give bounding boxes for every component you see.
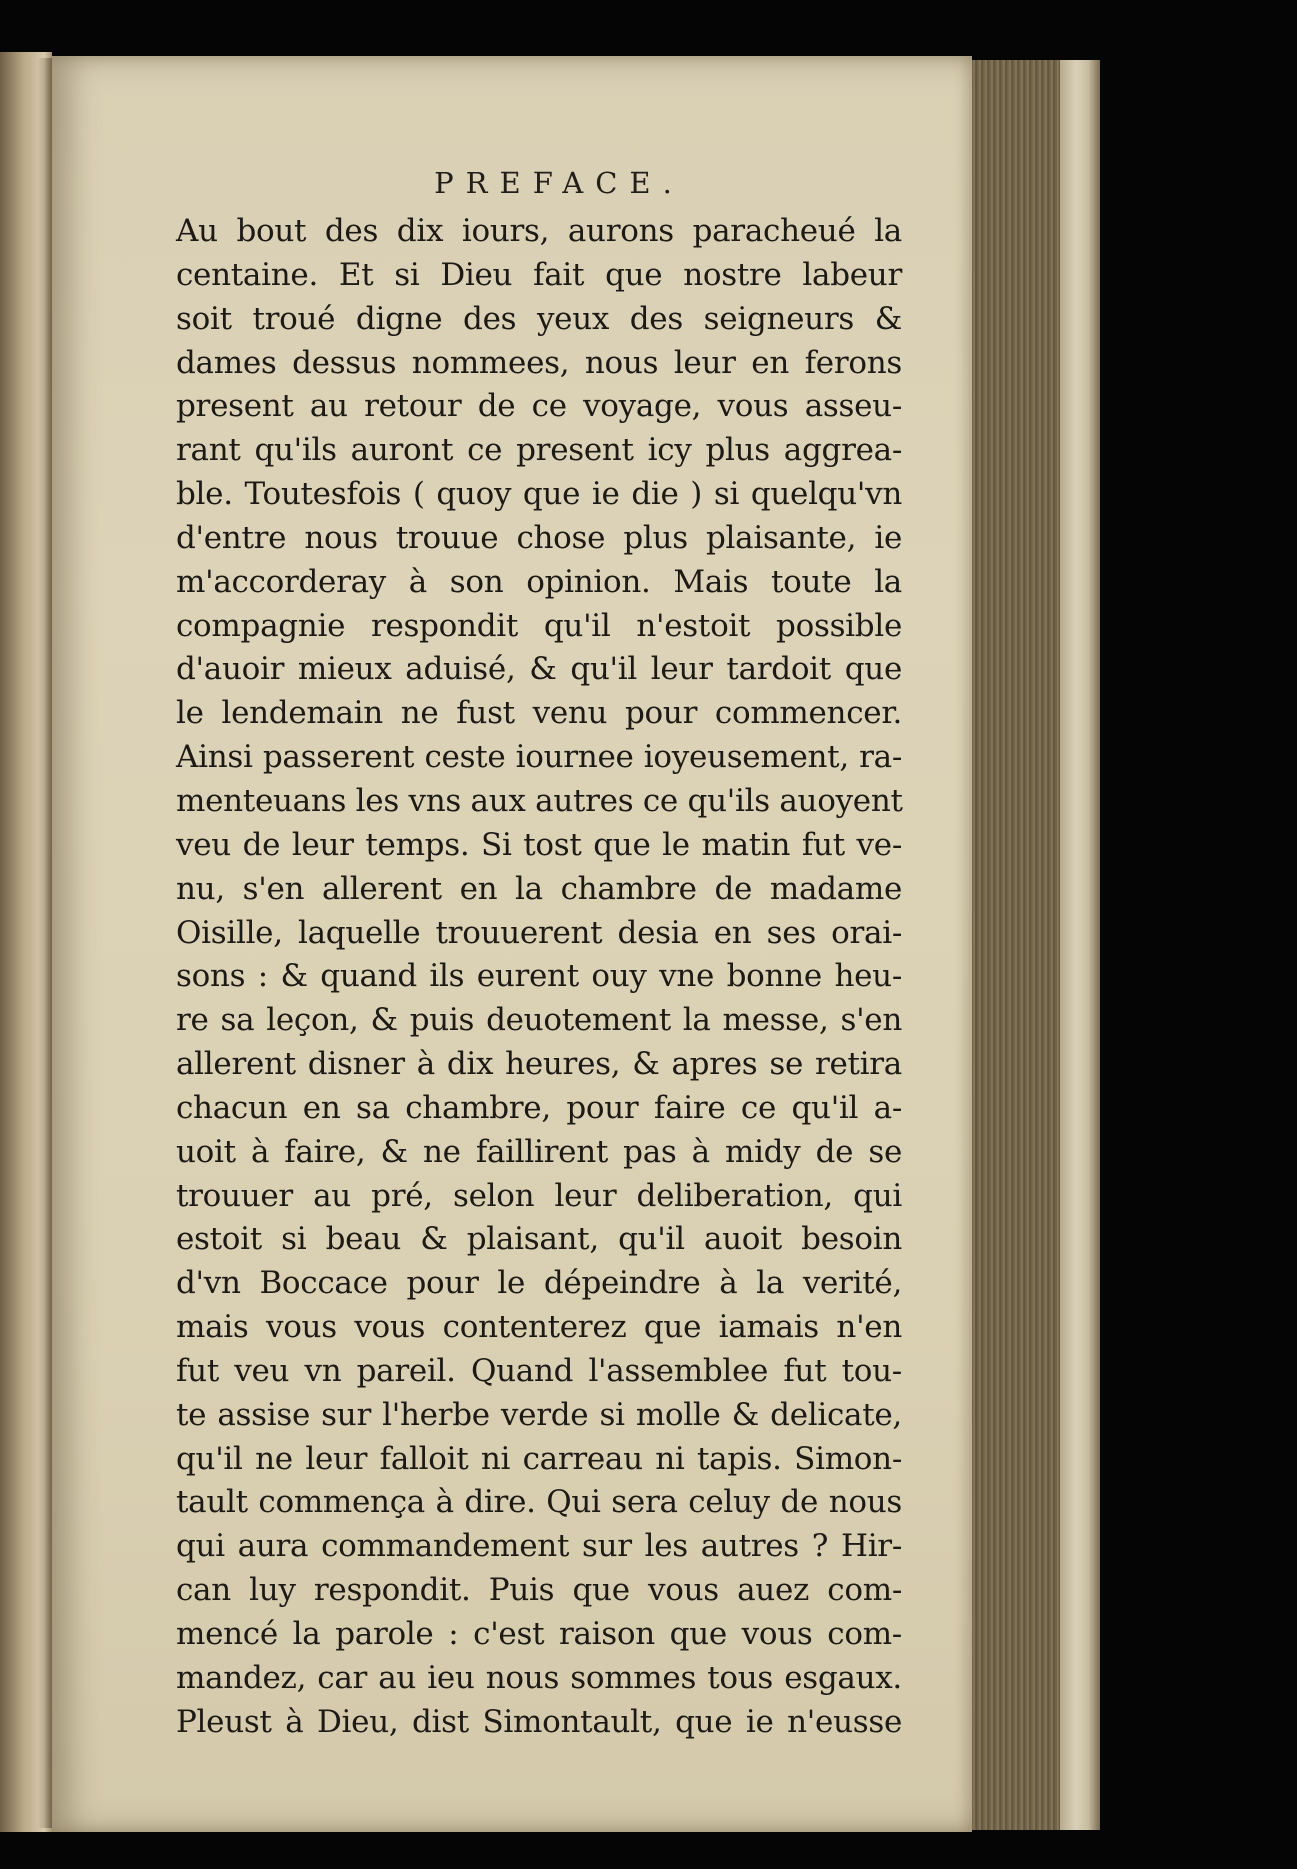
text-line: tault commença à dire. Qui sera celuy de nous [176, 1484, 902, 1521]
text-line: Au bout des dix iours, aurons paracheué la [176, 213, 902, 249]
text-line: uoit à faire, & ne faillirent pas à midy de se [176, 1133, 902, 1170]
text-line: compagnie respondit qu'il n'estoit possible [176, 607, 902, 644]
text-line: qui aura commandement sur les autres ? Hir- [176, 1528, 902, 1565]
text-line: qu'il ne leur falloit ni carreau ni tapis. Simon- [176, 1440, 902, 1477]
text-line: le lendemain ne fust venu pour commencer. [176, 695, 902, 732]
text-line: d'entre nous trouue chose plus plaisante, ie [176, 519, 902, 556]
body-text [176, 210, 902, 1745]
text-line: d'auoir mieux aduisé, & qu'il leur tardoit que [176, 651, 902, 688]
text-line: d'vn Boccace pour le dépeindre à la verité, [176, 1265, 902, 1302]
text-line: ble. Toutesfois ( quoy que ie die ) si quelqu'vn [176, 476, 902, 513]
text-line: m'accorderay à son opinion. Mais toute la [176, 563, 902, 600]
text-line: nu, s'en allerent en la chambre de madame [176, 870, 902, 907]
text-line: can luy respondit. Puis que vous auez com- [176, 1572, 902, 1609]
running-head: PREFACE. [434, 166, 684, 200]
text-line: fut veu vn pareil. Quand l'assemblee fut tou- [176, 1352, 902, 1389]
text-line: Ainsi passerent ceste iournee ioyeusement, ra- [176, 739, 902, 776]
text-line: te assise sur l'herbe verde si molle & delicate, [176, 1396, 902, 1433]
text-line: allerent disner à dix heures, & apres se retira [176, 1046, 902, 1083]
text-line: centaine. Et si Dieu fait que nostre labeur [176, 256, 902, 293]
text-line: mandez, car au ieu nous sommes tous esgaux. [176, 1659, 902, 1696]
text-line: Pleust à Dieu, dist Simontault, que ie n'eusse [176, 1703, 902, 1740]
text-line: menteuans les vns aux autres ce qu'ils auoyent [176, 782, 903, 819]
page-text-block [176, 160, 902, 1745]
text-line: estoit si beau & plaisant, qu'il auoit besoin [176, 1221, 902, 1258]
text-line: soit troué digne des yeux des seigneurs & [176, 300, 902, 337]
text-line: trouuer au pré, selon leur deliberation, qui [176, 1177, 902, 1214]
text-line: veu de leur temps. Si tost que le matin fut ve- [176, 826, 902, 863]
text-line: chacun en sa chambre, pour faire ce qu'il a- [176, 1089, 902, 1126]
text-line: dames dessus nommees, nous leur en ferons [176, 344, 902, 381]
text-line: mais vous vous contenterez que iamais n'en [176, 1309, 902, 1346]
text-line: present au retour de ce voyage, vous asseu- [176, 388, 902, 425]
book-binding [1060, 60, 1100, 1830]
text-line: re sa leçon, & puis deuotement la messe, s'en [176, 1002, 902, 1039]
text-line: sons : & quand ils eurent ouy vne bonne heu- [176, 958, 902, 995]
text-line: Oisille, laquelle trouuerent desia en ses orai- [176, 914, 902, 951]
text-line: mencé la parole : c'est raison que vous com- [176, 1616, 902, 1652]
text-line: rant qu'ils auront ce present icy plus aggrea- [176, 432, 902, 469]
